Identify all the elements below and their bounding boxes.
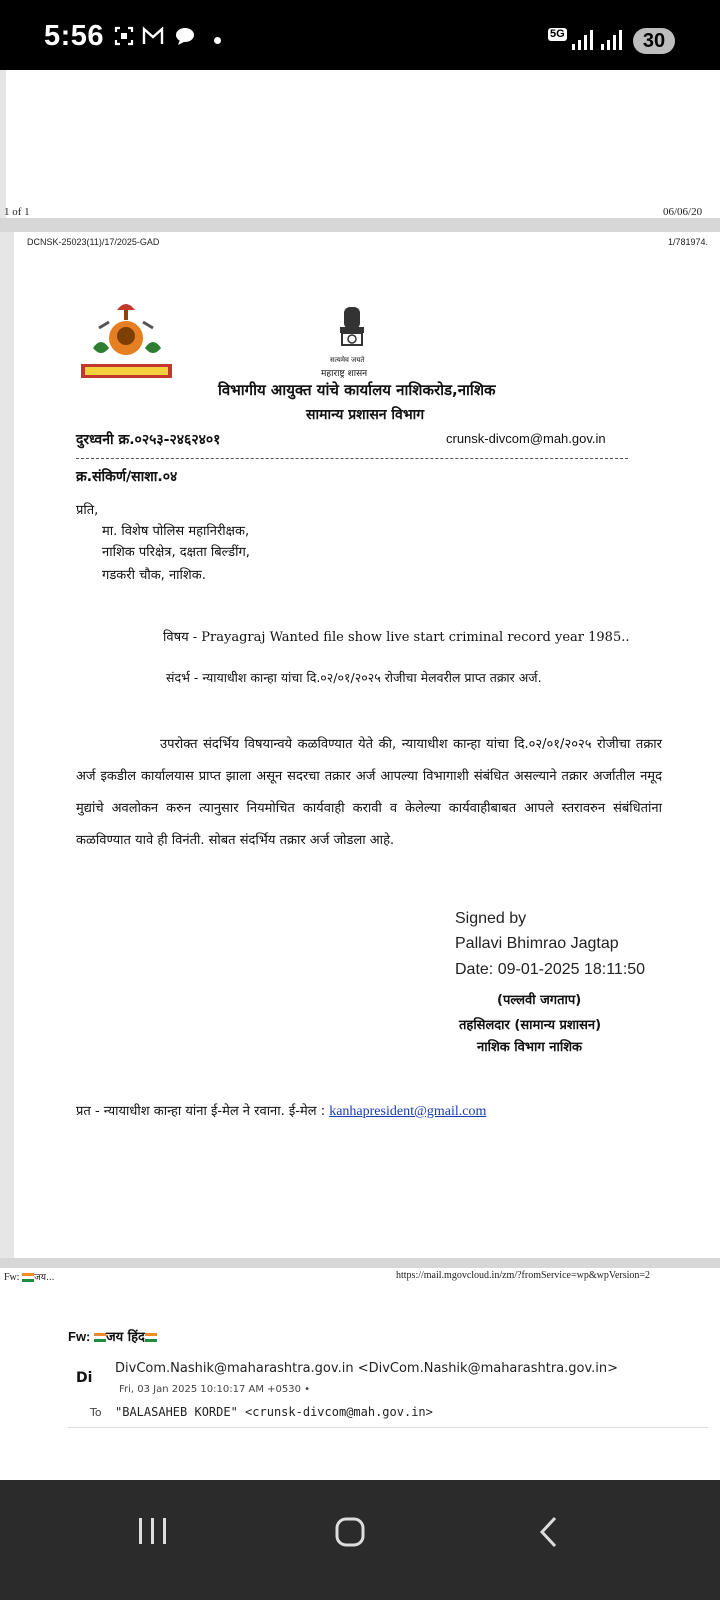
email-print-header: Fw: जय...	[4, 1272, 55, 1283]
department-title: सामान्य प्रशासन विभाग	[306, 407, 425, 423]
letter-body-text: उपरोक्त संदर्भिय विषयान्वये कळविण्यात येते की, न्यायाधीश कान्हा यांचा दि.०२/०१/२०२५ रोजीचा तक्रार अर्ज इकडील कार्यालयास प्राप्त झाला असून सदरचा तक्रार अर्ज आपल्या विभागाशी संबंधित असल्याने तक्रार अर्जातील नमूद मुद्यांचे अवलोकन करुन त्यानुसार नियमोचित कार्यवाही करावी व केलेल्या कार्यवाहीबाबत आपले स्तरावरुन संबंधितांना कळविण्यात यावे ही विनंती. सोबत संदर्भिय तक्रार अर्ज जोडला आहे.	[76, 737, 662, 848]
india-flag-icon	[145, 1333, 157, 1342]
page-count: 1 of 1	[4, 206, 30, 218]
signal-icon	[601, 30, 623, 50]
email-date: Fri, 03 Jan 2025 10:10:17 AM +0530 •	[119, 1384, 311, 1395]
address-line: नाशिक परिक्षेत्र, दक्षता बिल्डींग,	[102, 545, 250, 560]
signatory-name: (पल्लवी जगताप)	[497, 993, 582, 1008]
network-type: 5G	[550, 28, 565, 40]
document-id: 1/781974.	[668, 237, 709, 247]
phone-number: दुरध्वनी क्र.०२५३-२४६२४०१	[76, 432, 221, 448]
india-flag-icon	[94, 1333, 106, 1342]
emblem-label: महाराष्ट्र शासन	[321, 369, 368, 379]
battery-indicator: 30	[633, 28, 675, 54]
email-print-url: https://mail.mgovcloud.in/zm/?fromService=wp&wpVersion=2	[396, 1270, 651, 1281]
division-logo-icon	[79, 298, 174, 382]
document-ref-code: DCNSK-25023(11)/17/2025-GAD	[27, 237, 160, 247]
signatory-designation: तहसिलदार (सामान्य प्रशासन)	[459, 1018, 602, 1033]
address-line: मा. विशेष पोलिस महानिरीक्षक,	[102, 524, 250, 539]
email-separator	[68, 1427, 708, 1428]
recents-icon[interactable]	[136, 1516, 170, 1546]
signal-icon	[572, 30, 594, 50]
navigation-bar	[0, 1480, 720, 1600]
header-separator	[76, 458, 628, 459]
chat-icon	[174, 25, 196, 47]
print-date: 06/06/20	[663, 206, 703, 218]
office-title: विभागीय आयुक्त यांचे कार्यालय नाशिकरोड,नाशिक	[218, 381, 496, 399]
address-line: गडकरी चौक, नाशिक.	[102, 568, 206, 583]
page-divider	[0, 1258, 720, 1268]
signed-by-label: Signed by	[455, 910, 527, 927]
copy-to-text: प्रत - न्यायाधीश कान्हा यांना ई-मेल ने रवाना. ई-मेल :	[76, 1104, 330, 1119]
sender-avatar: Di	[76, 1370, 93, 1386]
pdf-page-1	[6, 70, 720, 218]
email-subject: Fw: जय हिंद	[68, 1327, 157, 1345]
home-icon[interactable]	[334, 1516, 366, 1548]
sender-address: DivCom.Nashik@maharashtra.gov.in <DivCom.Nashik@maharashtra.gov.in>	[115, 1361, 619, 1376]
letter-body	[76, 729, 662, 857]
signature-date: Date: 09-01-2025 18:11:50	[455, 961, 646, 978]
notification-dot-icon	[214, 37, 221, 44]
signatory-division: नाशिक विभाग नाशिक	[477, 1040, 583, 1055]
emblem-motto: सत्यमेव जयते	[330, 356, 365, 364]
office-email: crunsk-divcom@mah.gov.in	[446, 431, 606, 446]
state-emblem-icon	[330, 305, 374, 361]
signer-name: Pallavi Bhimrao Jagtap	[455, 935, 619, 952]
copy-to-line	[76, 1101, 486, 1120]
page-divider	[0, 218, 720, 232]
subject-line: विषय - Prayagraj Wanted file show live start criminal record year 1985..	[163, 630, 630, 645]
copy-email-link[interactable]: kanhapresident@gmail.com	[329, 1104, 487, 1119]
india-flag-icon	[22, 1273, 34, 1282]
reference-number: क्र.संकिर्ण/साशा.०४	[76, 469, 178, 485]
to-label: To	[90, 1406, 102, 1419]
reference-line: संदर्भ - न्यायाधीश कान्हा यांचा दि.०२/०१/२०२५ रोजीचा मेलवरील प्राप्त तक्रार अर्ज.	[166, 670, 542, 685]
recipient-address: "BALASAHEB KORDE" <crunsk-divcom@mah.gov.in>	[115, 1405, 433, 1419]
status-bar	[0, 0, 720, 70]
back-icon[interactable]	[538, 1516, 560, 1548]
gmail-icon	[142, 25, 164, 47]
clock: 5:56	[44, 20, 105, 52]
to-label: प्रति,	[76, 503, 99, 518]
screenshot-icon	[113, 25, 135, 47]
